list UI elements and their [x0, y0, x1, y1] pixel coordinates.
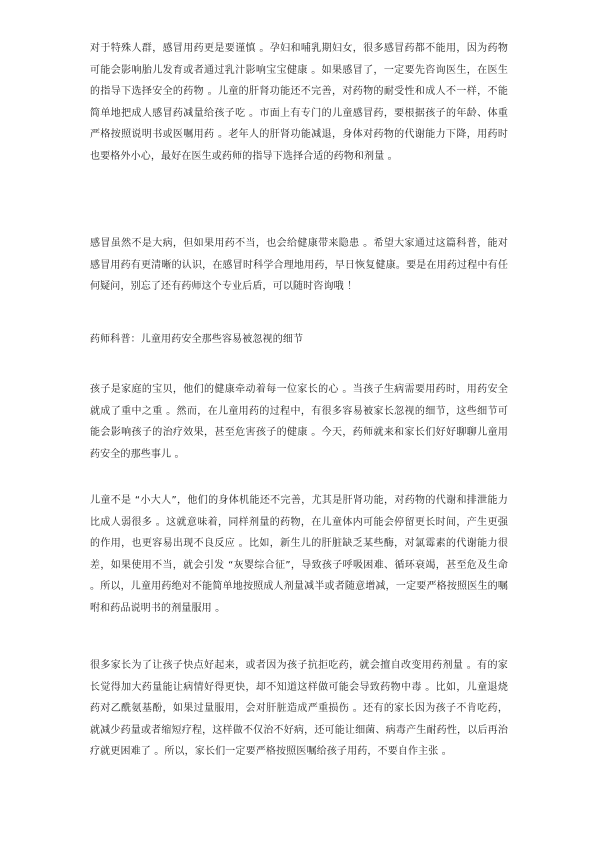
article-heading: 药师科普：儿童用药安全那些容易被忽视的细节 [90, 334, 304, 345]
paragraph-dosage-changes: 很多家长为了让孩子快点好起来，或者因为孩子抗拒吃药，就会擅自改变用药剂量 。有的家长觉得加大药量能让病情好得更快，却不知道这样做可能会导致药物中毒 。比如，儿童退烧药对乙酰氨基酚，如果过量服用，会对肝脏造成严重损伤 。还有的家长因为孩子不肯吃药，就减少药量或者缩短疗程，这样做不仅治不好病，还可能让细菌、病毒产生耐药性，以后再治疗就更困难了 。所以，家长们一定要严格按照医嘱给孩子用药，不要自作主张 。 [90, 660, 508, 757]
paragraph-special-groups: 对于特殊人群，感冒用药更是要谨慎 。孕妇和哺乳期妇女，很多感冒药都不能用，因为药物可能会影响胎儿发育或者通过乳汁影响宝宝健康 。如果感冒了，一定要先咨询医生，在医生的指导下选择安全的药物 。儿童的肝肾功能还不完善，对药物的耐受性和成人不一样，不能简单地把成人感冒药减量给孩子吃 。市面上有专门的儿童感冒药，要根据孩子的年龄、体重严格按照说明书或医嘱用药 。老年人的肝肾功能减退，身体对药物的代谢能力下降，用药时也要格外小心，最好在医生或药师的指导下选择合适的药物和剂量 。 [90, 43, 508, 162]
paragraph-children-not-small-adults: 儿童不是 “小大人”，他们的身体机能还不完善，尤其是肝肾功能，对药物的代谢和排泄能力比成人弱很多 。这就意味着，同样剂量的药物，在儿童体内可能会停留更长时间，产生更强的作用，也更容易出现不良反应 。比如，新生儿的肝脏缺乏某些酶，对氯霉素的代谢能力很差，如果使用不当，就会引发 “灰婴综合征”，导致孩子呼吸困难、循环衰竭，甚至危及生命 。所以，儿童用药绝对不能简单地按照成人剂量减半或者随意增减，一定要严格按照医生的嘱咐和药品说明书的剂量服用 。 [90, 495, 508, 614]
paragraph-intro: 孩子是家庭的宝贝，他们的健康牵动着每一位家长的心 。当孩子生病需要用药时，用药安全就成了重中之重 。然而，在儿童用药的过程中，有很多容易被家长忽视的细节，这些细节可能会影响孩子的治疗效果，甚至危害孩子的健康 。今天，药师就来和家长们好好聊聊儿童用药安全的那些事儿 。 [90, 384, 508, 460]
paragraph-conclusion: 感冒虽然不是大病，但如果用药不当，也会给健康带来隐患 。希望大家通过这篇科普，能对感冒用药有更清晰的认识，在感冒时科学合理地用药，早日恢复健康。要是在用药过程中有任何疑问，别忘了还有药师这个专业后盾，可以随时咨询哦 ！ [90, 238, 508, 292]
